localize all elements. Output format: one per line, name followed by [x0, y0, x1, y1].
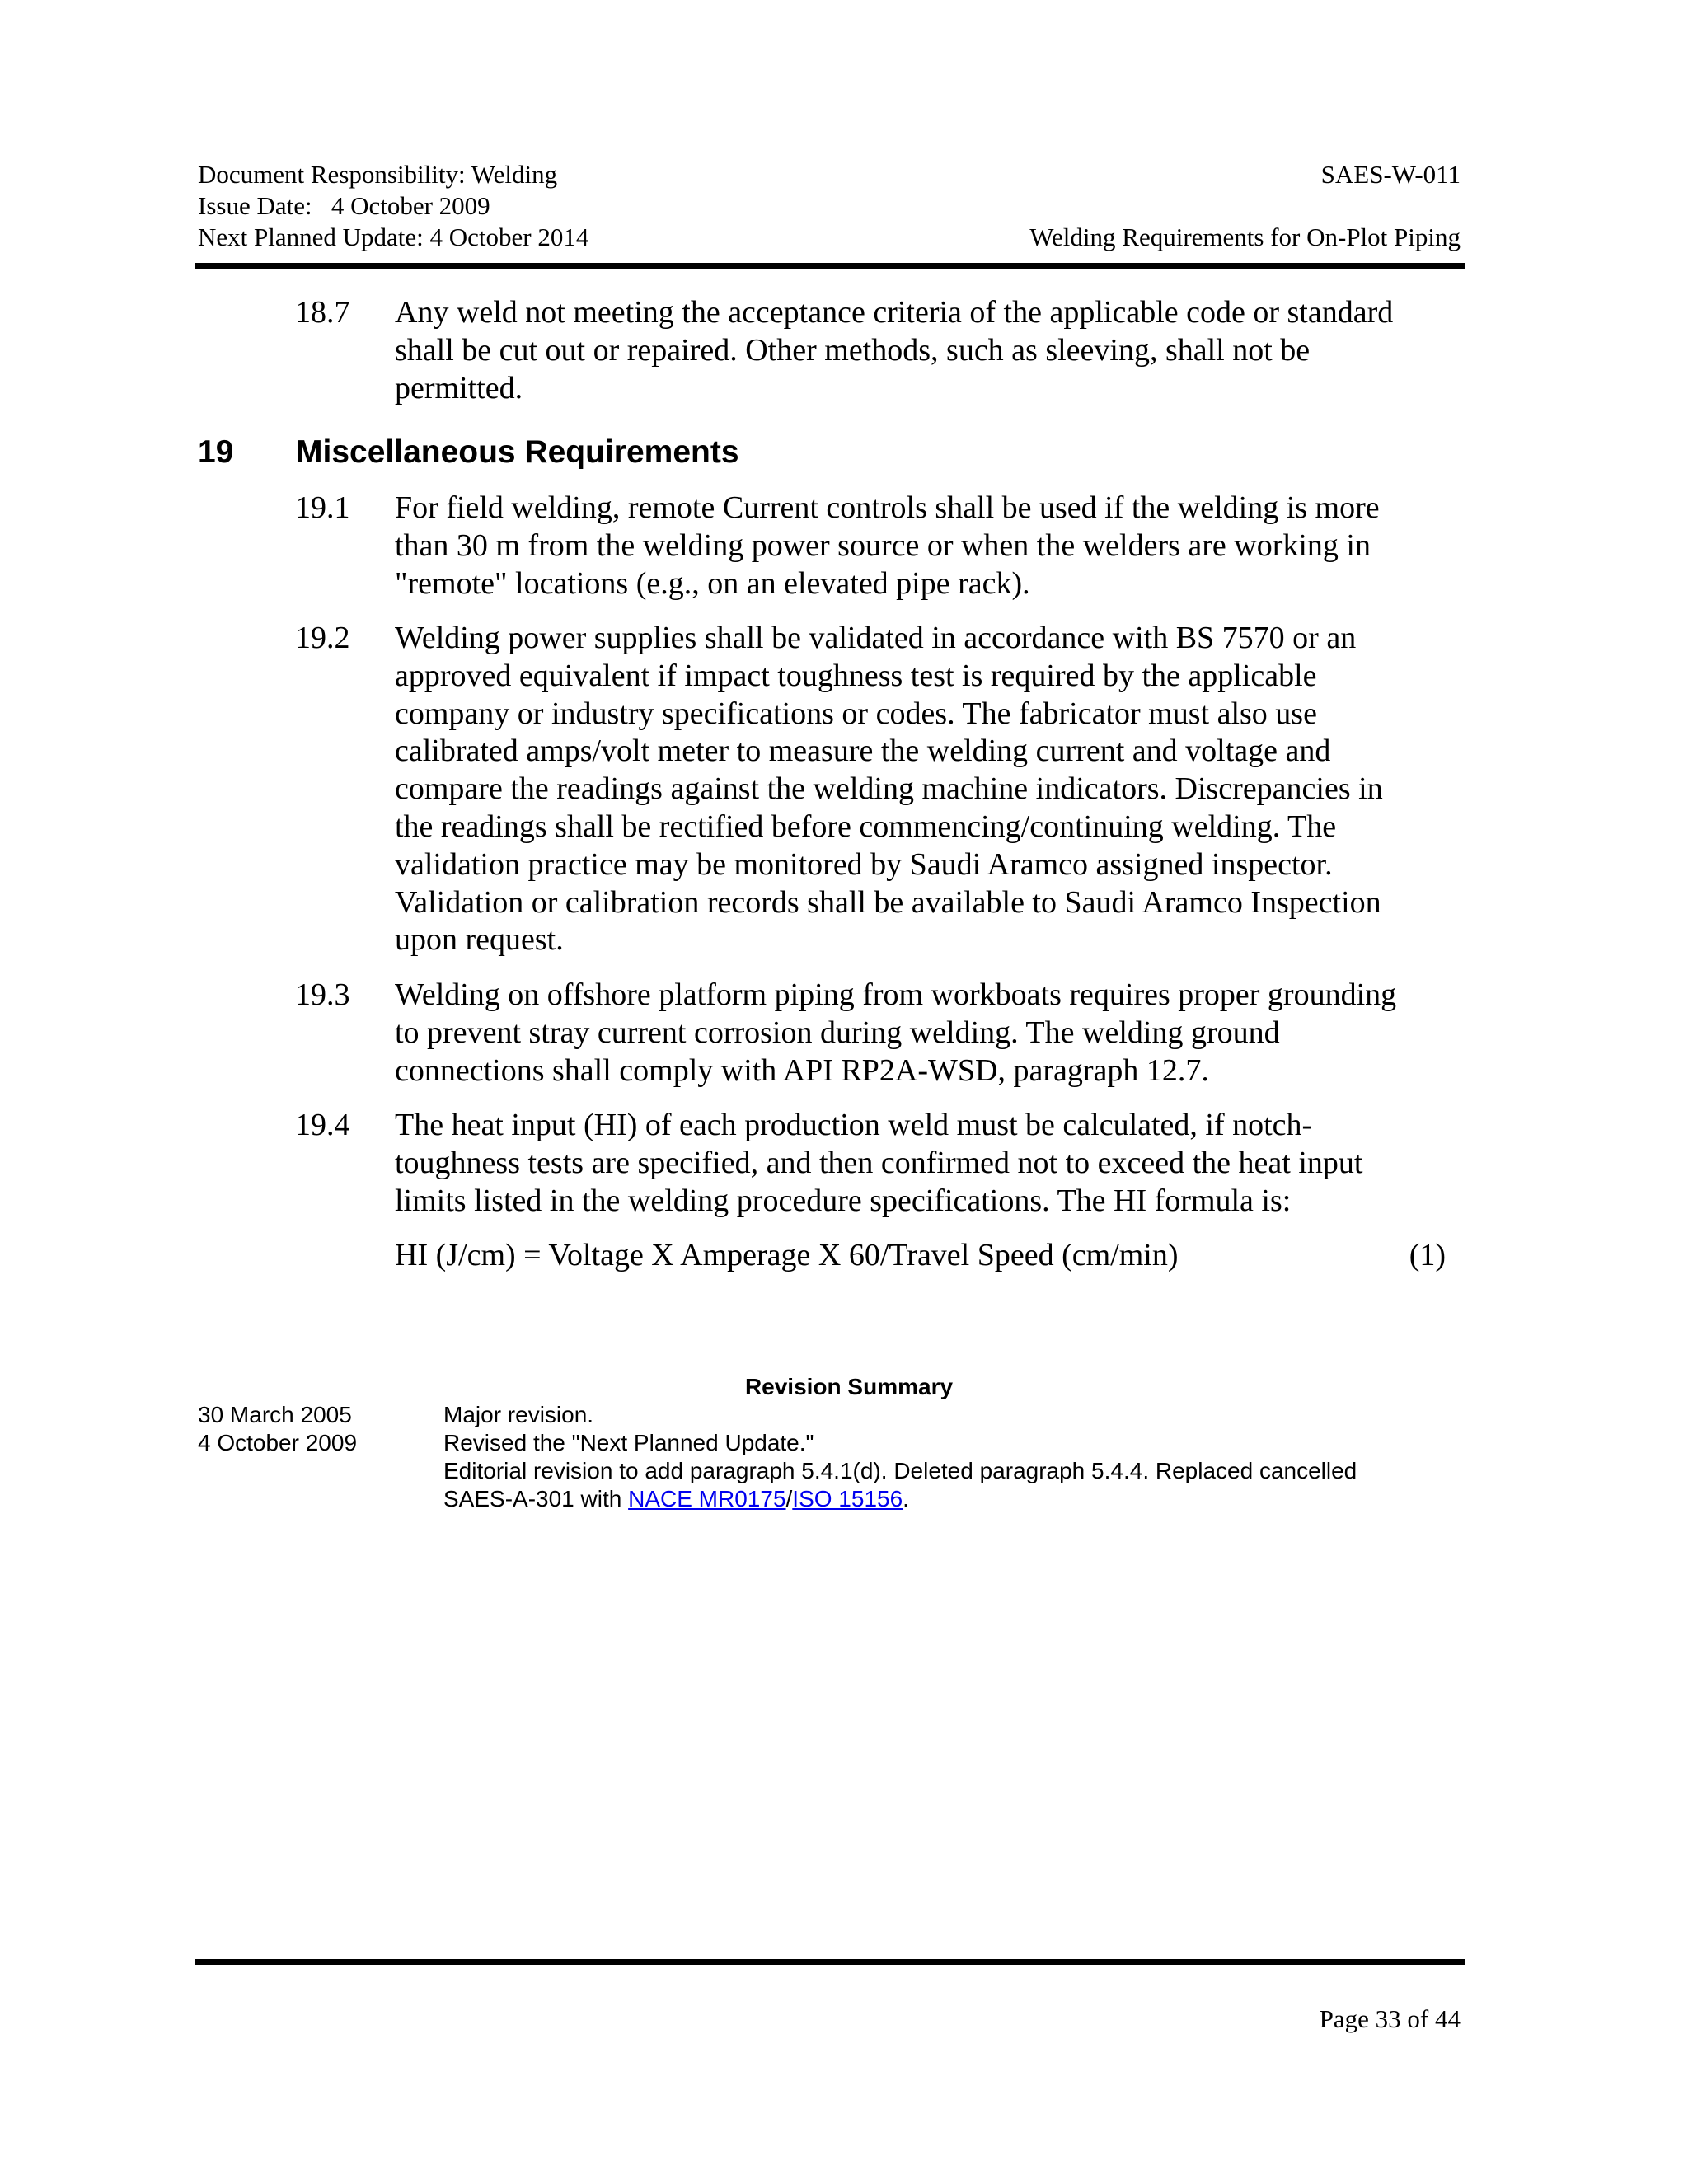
text-line: For field welding, remote Current controls shall be used if the welding is more: [395, 490, 1380, 525]
paragraph-text: [395, 1107, 1457, 1220]
text-line: approved equivalent if impact toughness test is required by the applicable: [395, 658, 1317, 693]
revision-date: 4 October 2009: [198, 1430, 358, 1455]
text-line: the readings shall be rectified before commencing/continuing welding. The: [395, 808, 1337, 844]
text-line: company or industry specifications or codes. The fabricator must also use: [395, 696, 1317, 731]
revision-summary-title: Revision Summary: [744, 1374, 954, 1399]
text-fragment: .: [903, 1486, 909, 1511]
section-title: Miscellaneous Requirements: [296, 434, 739, 470]
text-line: shall be cut out or repaired. Other methods, such as sleeving, shall not be: [395, 332, 1311, 368]
text-line: to prevent stray current corrosion during welding. The welding ground: [395, 1015, 1280, 1050]
text-line: permitted.: [395, 370, 523, 405]
footer-rule: [195, 1959, 1465, 1965]
header-responsibility: Document Responsibility: Welding: [198, 160, 558, 189]
paragraph-text: [395, 490, 1457, 602]
text-line: Revised the "Next Planned Update.": [443, 1430, 814, 1455]
paragraph-text: [395, 294, 1457, 407]
header-rule: [195, 263, 1465, 269]
text-line: Any weld not meeting the acceptance criteria of the applicable code or standard: [395, 295, 1394, 330]
text-line: limits listed in the welding procedure specifications. The HI formula is:: [395, 1183, 1292, 1218]
paragraph-number: 19.1: [295, 490, 350, 525]
text-line: Welding on offshore platform piping from workboats requires proper grounding: [395, 977, 1397, 1012]
text-line: Validation or calibration records shall be available to Saudi Aramco Inspection: [395, 884, 1381, 920]
header-doc-title: Welding Requirements for On-Plot Piping: [1029, 223, 1461, 251]
text-line: calibrated amps/volt meter to measure the welding current and voltage and: [395, 733, 1331, 769]
section-number: 19: [198, 434, 234, 470]
paragraph-text: [395, 620, 1457, 959]
text-line: "remote" locations (e.g., on an elevated pipe rack).: [395, 565, 1030, 601]
revision-description: [443, 1401, 1482, 1429]
paragraph-19-4: [295, 1107, 1457, 1220]
formula-text: HI (J/cm) = Voltage X Amperage X 60/Travel Speed (cm/min): [395, 1238, 1179, 1272]
header-doc-number: SAES-W-011: [1320, 160, 1461, 189]
text-line: Welding power supplies shall be validated in accordance with BS 7570 or an: [395, 621, 1357, 655]
paragraph-number: 18.7: [295, 295, 350, 330]
heat-input-formula: [395, 1236, 1446, 1274]
header-issue-date: Issue Date: 4 October 2009: [198, 191, 490, 220]
text-line: than 30 m from the welding power source or when the welders are working in: [395, 527, 1371, 563]
paragraph-19-3: [295, 977, 1457, 1090]
paragraph-number: 19.4: [295, 1108, 350, 1142]
text-line: compare the readings against the welding machine indicators. Discrepancies in: [395, 771, 1383, 807]
header-left-block: [198, 159, 588, 253]
text-line: Editorial revision to add paragraph 5.4.1(d). Deleted paragraph 5.4.4. Replaced cancelled: [443, 1458, 1357, 1483]
paragraph-19-2: [295, 620, 1457, 959]
revision-date: 30 March 2005: [198, 1402, 352, 1427]
header-next-update: Next Planned Update: 4 October 2014: [198, 223, 589, 251]
text-line: [443, 1485, 1482, 1513]
text-line: Major revision.: [443, 1402, 594, 1427]
paragraph-text: [395, 977, 1457, 1090]
text-line: toughness tests are specified, and then confirmed not to exceed the heat input: [395, 1145, 1363, 1180]
text-line: The heat input (HI) of each production weld must be calculated, if notch-: [395, 1108, 1313, 1142]
equation-number: (1): [1409, 1238, 1446, 1272]
section-heading-19: [198, 434, 739, 471]
iso-15156-link[interactable]: ISO 15156: [792, 1486, 903, 1511]
paragraph-19-1: [295, 490, 1457, 602]
nace-mr0175-link[interactable]: NACE MR0175: [628, 1486, 786, 1511]
paragraph-number: 19.2: [295, 621, 350, 655]
page-number: Page 33 of 44: [1319, 2004, 1461, 2033]
text-line: validation practice may be monitored by Saudi Aramco assigned inspector.: [395, 846, 1333, 882]
text-line: connections shall comply with API RP2A-WSD, paragraph 12.7.: [395, 1052, 1209, 1088]
paragraph-18-7: [295, 294, 1457, 407]
text-line: upon request.: [395, 922, 564, 958]
paragraph-number: 19.3: [295, 977, 350, 1012]
revision-description: [443, 1429, 1482, 1513]
text-fragment: /: [785, 1486, 793, 1511]
text-fragment: SAES-A-301 with: [443, 1486, 629, 1511]
